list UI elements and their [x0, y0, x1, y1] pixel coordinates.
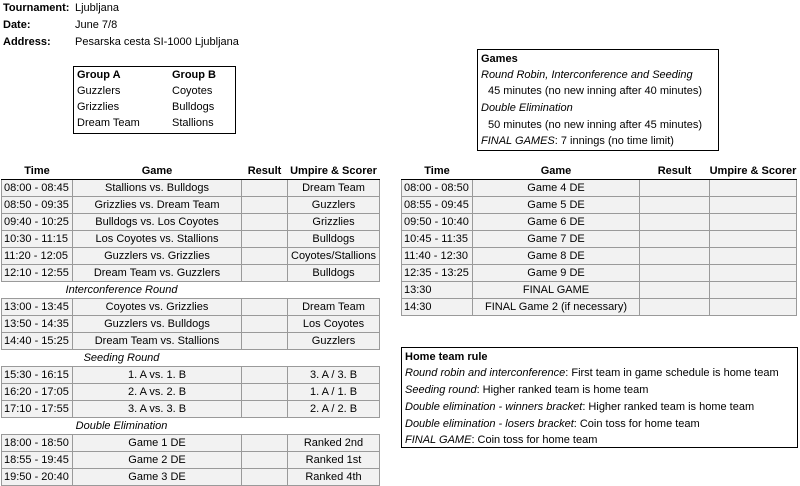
result-cell[interactable] — [242, 452, 288, 469]
result-cell[interactable] — [242, 401, 288, 418]
game-cell[interactable]: Dream Team vs. Stallions — [73, 333, 242, 350]
result-cell[interactable] — [242, 384, 288, 401]
schedule-row — [2, 401, 380, 418]
schedule-row — [402, 282, 797, 299]
section-title: Seeding Round — [2, 350, 242, 367]
schedule-row — [402, 214, 797, 231]
group-b-team[interactable]: Coyotes — [172, 85, 213, 97]
date-value[interactable]: June 7/8 — [75, 19, 118, 31]
schedule-row — [2, 299, 380, 316]
home-rule-line — [405, 365, 779, 381]
time-cell[interactable]: 11:40 - 12:30 — [402, 248, 473, 265]
empty-cell — [242, 282, 288, 299]
result-cell[interactable] — [242, 299, 288, 316]
result-cell[interactable] — [640, 248, 710, 265]
umpire-cell[interactable]: Dream Team — [288, 299, 380, 316]
umpire-cell[interactable]: Guzzlers — [288, 333, 380, 350]
game-cell[interactable]: Dream Team vs. Guzzlers — [73, 265, 242, 282]
home-rule-line — [405, 382, 648, 398]
umpire-cell[interactable]: Ranked 4th — [288, 469, 380, 486]
result-header: Result — [640, 163, 710, 180]
schedule-row — [2, 452, 380, 469]
time-cell[interactable]: 09:40 - 10:25 — [2, 214, 73, 231]
time-cell[interactable]: 08:55 - 09:45 — [402, 197, 473, 214]
schedule-row — [2, 197, 380, 214]
game-cell[interactable]: Game 9 DE — [473, 265, 640, 282]
schedule-row — [2, 214, 380, 231]
time-cell[interactable]: 13:50 - 14:35 — [2, 316, 73, 333]
home-team-rule-box — [401, 347, 798, 448]
empty-cell — [288, 282, 380, 299]
time-cell[interactable]: 09:50 - 10:40 — [402, 214, 473, 231]
game-cell[interactable]: Game 4 DE — [473, 180, 640, 197]
result-cell[interactable] — [242, 316, 288, 333]
schedule-row — [2, 333, 380, 350]
umpire-cell[interactable]: Guzzlers — [288, 197, 380, 214]
result-cell[interactable] — [242, 214, 288, 231]
groups-row — [74, 115, 235, 132]
game-cell[interactable]: Coyotes vs. Grizzlies — [73, 299, 242, 316]
schedule-row — [2, 180, 380, 197]
game-cell[interactable]: Game 7 DE — [473, 231, 640, 248]
group-a-team[interactable]: Guzzlers — [77, 85, 121, 97]
game-cell[interactable]: Stallions vs. Bulldogs — [73, 180, 242, 197]
umpire-cell[interactable] — [710, 231, 797, 248]
umpire-header: Umpire & Scorer — [710, 163, 797, 180]
game-cell[interactable]: Game 3 DE — [73, 469, 242, 486]
game-cell[interactable]: Game 8 DE — [473, 248, 640, 265]
left-schedule-table — [1, 163, 380, 486]
home-rule-label: FINAL GAME — [405, 434, 472, 446]
game-cell[interactable]: Los Coyotes vs. Stallions — [73, 231, 242, 248]
table-header-row — [402, 163, 797, 180]
umpire-cell[interactable] — [710, 265, 797, 282]
schedule-row — [2, 316, 380, 333]
umpire-cell[interactable] — [710, 197, 797, 214]
umpire-cell[interactable] — [710, 282, 797, 299]
empty-cell — [242, 350, 288, 367]
game-cell[interactable]: 3. A vs. 3. B — [73, 401, 242, 418]
round-robin-label: Round Robin, Interconference and Seeding — [481, 69, 693, 81]
result-cell[interactable] — [242, 469, 288, 486]
umpire-cell[interactable]: Los Coyotes — [288, 316, 380, 333]
round-robin-duration: 45 minutes (no new inning after 40 minutes) — [488, 85, 703, 97]
result-cell[interactable] — [242, 231, 288, 248]
result-cell[interactable] — [242, 435, 288, 452]
result-cell[interactable] — [640, 197, 710, 214]
schedule-row — [2, 435, 380, 452]
time-header: Time — [402, 163, 473, 180]
groups-row — [74, 99, 235, 116]
empty-cell — [288, 418, 380, 435]
time-cell[interactable]: 13:00 - 13:45 — [2, 299, 73, 316]
umpire-cell[interactable] — [710, 214, 797, 231]
game-cell[interactable]: Guzzlers vs. Grizzlies — [73, 248, 242, 265]
umpire-cell[interactable]: 1. A / 1. B — [288, 384, 380, 401]
group-a-team[interactable]: Dream Team — [77, 117, 140, 129]
group-a-header: Group A — [77, 69, 121, 81]
result-cell[interactable] — [640, 214, 710, 231]
home-rule-text: : First team in game schedule is home team — [565, 367, 779, 379]
game-cell[interactable]: Game 1 DE — [73, 435, 242, 452]
final-games-value: : 7 innings (no time limit) — [554, 135, 674, 147]
result-cell[interactable] — [242, 265, 288, 282]
game-cell[interactable]: FINAL GAME — [473, 282, 640, 299]
tournament-label: Tournament: — [3, 2, 70, 14]
section-row — [2, 418, 380, 435]
result-cell[interactable] — [242, 367, 288, 384]
umpire-cell[interactable] — [710, 299, 797, 316]
result-cell[interactable] — [640, 231, 710, 248]
umpire-cell[interactable]: Ranked 2nd — [288, 435, 380, 452]
umpire-cell[interactable]: Grizzlies — [288, 214, 380, 231]
home-rule-text: : Higher ranked team is home team — [476, 384, 649, 396]
section-row — [2, 350, 380, 367]
schedule-row — [2, 469, 380, 486]
home-rule-title: Home team rule — [405, 351, 488, 363]
time-cell[interactable]: 10:30 - 11:15 — [2, 231, 73, 248]
home-rule-text: : Coin toss for home team — [471, 434, 598, 446]
time-cell[interactable]: 12:10 - 12:55 — [2, 265, 73, 282]
section-title: Double Elimination — [2, 418, 242, 435]
date-label: Date: — [3, 19, 31, 31]
schedule-row — [402, 231, 797, 248]
result-cell[interactable] — [242, 333, 288, 350]
umpire-cell[interactable]: Coyotes/Stallions — [288, 248, 380, 265]
time-cell[interactable]: 08:00 - 08:50 — [402, 180, 473, 197]
game-cell[interactable]: Grizzlies vs. Dream Team — [73, 197, 242, 214]
schedule-row — [2, 231, 380, 248]
umpire-cell[interactable]: Bulldogs — [288, 265, 380, 282]
group-a-team[interactable]: Grizzlies — [77, 101, 120, 113]
schedule-row — [402, 248, 797, 265]
home-rule-line — [405, 399, 754, 415]
schedule-row — [402, 197, 797, 214]
umpire-cell[interactable]: Ranked 1st — [288, 452, 380, 469]
time-cell[interactable]: 14:30 — [402, 299, 473, 316]
final-games-line — [481, 133, 674, 149]
empty-cell — [288, 350, 380, 367]
home-rule-text: : Coin toss for home team — [573, 418, 700, 430]
game-header: Game — [73, 163, 242, 180]
home-rule-line — [405, 416, 700, 432]
home-rule-label: Double elimination - losers bracket — [405, 418, 574, 430]
games-box-title: Games — [481, 53, 518, 65]
result-header: Result — [242, 163, 288, 180]
game-cell[interactable]: Bulldogs vs. Los Coyotes — [73, 214, 242, 231]
time-cell[interactable]: 18:00 - 18:50 — [2, 435, 73, 452]
home-rule-label: Seeding round — [405, 384, 477, 396]
time-cell[interactable]: 17:10 - 17:55 — [2, 401, 73, 418]
umpire-cell[interactable]: Bulldogs — [288, 231, 380, 248]
time-cell[interactable]: 08:00 - 08:45 — [2, 180, 73, 197]
umpire-cell[interactable] — [710, 248, 797, 265]
time-cell[interactable]: 14:40 - 15:25 — [2, 333, 73, 350]
groups-box — [73, 66, 236, 134]
game-cell[interactable]: FINAL Game 2 (if necessary) — [473, 299, 640, 316]
time-cell[interactable]: 13:30 — [402, 282, 473, 299]
double-elim-label: Double Elimination — [481, 102, 573, 114]
right-schedule-table — [401, 163, 797, 316]
section-title: Interconference Round — [2, 282, 242, 299]
home-rule-text: : Higher ranked team is home team — [582, 401, 755, 413]
time-cell[interactable]: 15:30 - 16:15 — [2, 367, 73, 384]
schedule-row — [402, 299, 797, 316]
time-header: Time — [2, 163, 73, 180]
umpire-cell[interactable]: 3. A / 3. B — [288, 367, 380, 384]
result-cell[interactable] — [640, 282, 710, 299]
time-cell[interactable]: 12:35 - 13:25 — [402, 265, 473, 282]
game-cell[interactable]: Guzzlers vs. Bulldogs — [73, 316, 242, 333]
time-cell[interactable]: 19:50 - 20:40 — [2, 469, 73, 486]
double-elim-duration: 50 minutes (no new inning after 45 minutes) — [488, 119, 703, 131]
games-info-box — [477, 49, 719, 151]
schedule-row — [402, 265, 797, 282]
result-cell[interactable] — [242, 197, 288, 214]
game-cell[interactable]: Game 6 DE — [473, 214, 640, 231]
result-cell[interactable] — [640, 265, 710, 282]
group-b-team[interactable]: Stallions — [172, 117, 214, 129]
game-cell[interactable]: Game 5 DE — [473, 197, 640, 214]
result-cell[interactable] — [242, 180, 288, 197]
game-cell[interactable]: 1. A vs. 1. B — [73, 367, 242, 384]
table-header-row — [2, 163, 380, 180]
tournament-value[interactable]: Ljubljana — [75, 2, 120, 14]
umpire-cell[interactable]: Dream Team — [288, 180, 380, 197]
time-cell[interactable]: 11:20 - 12:05 — [2, 248, 73, 265]
section-row — [2, 282, 380, 299]
address-value[interactable]: Pesarska cesta SI-1000 Ljubljana — [75, 36, 239, 48]
umpire-header: Umpire & Scorer — [288, 163, 380, 180]
umpire-cell[interactable]: 2. A / 2. B — [288, 401, 380, 418]
home-rule-label: Double elimination - winners bracket — [405, 401, 583, 413]
schedule-row — [2, 367, 380, 384]
game-cell[interactable]: 2. A vs. 2. B — [73, 384, 242, 401]
groups-row — [74, 83, 235, 100]
time-cell[interactable]: 08:50 - 09:35 — [2, 197, 73, 214]
group-b-header: Group B — [172, 69, 216, 81]
time-cell[interactable]: 16:20 - 17:05 — [2, 384, 73, 401]
time-cell[interactable]: 18:55 - 19:45 — [2, 452, 73, 469]
final-games-label: FINAL GAMES — [481, 135, 555, 147]
empty-cell — [242, 418, 288, 435]
schedule-row — [2, 248, 380, 265]
game-cell[interactable]: Game 2 DE — [73, 452, 242, 469]
address-label: Address: — [3, 36, 51, 48]
time-cell[interactable]: 10:45 - 11:35 — [402, 231, 473, 248]
result-cell[interactable] — [640, 299, 710, 316]
game-header: Game — [473, 163, 640, 180]
schedule-row — [402, 180, 797, 197]
home-rule-label: Round robin and interconference — [405, 367, 566, 379]
schedule-row — [2, 265, 380, 282]
umpire-cell[interactable] — [710, 180, 797, 197]
schedule-row — [2, 384, 380, 401]
group-b-team[interactable]: Bulldogs — [172, 101, 215, 113]
groups-header-row — [74, 67, 235, 84]
result-cell[interactable] — [640, 180, 710, 197]
home-rule-line — [405, 432, 597, 448]
result-cell[interactable] — [242, 248, 288, 265]
